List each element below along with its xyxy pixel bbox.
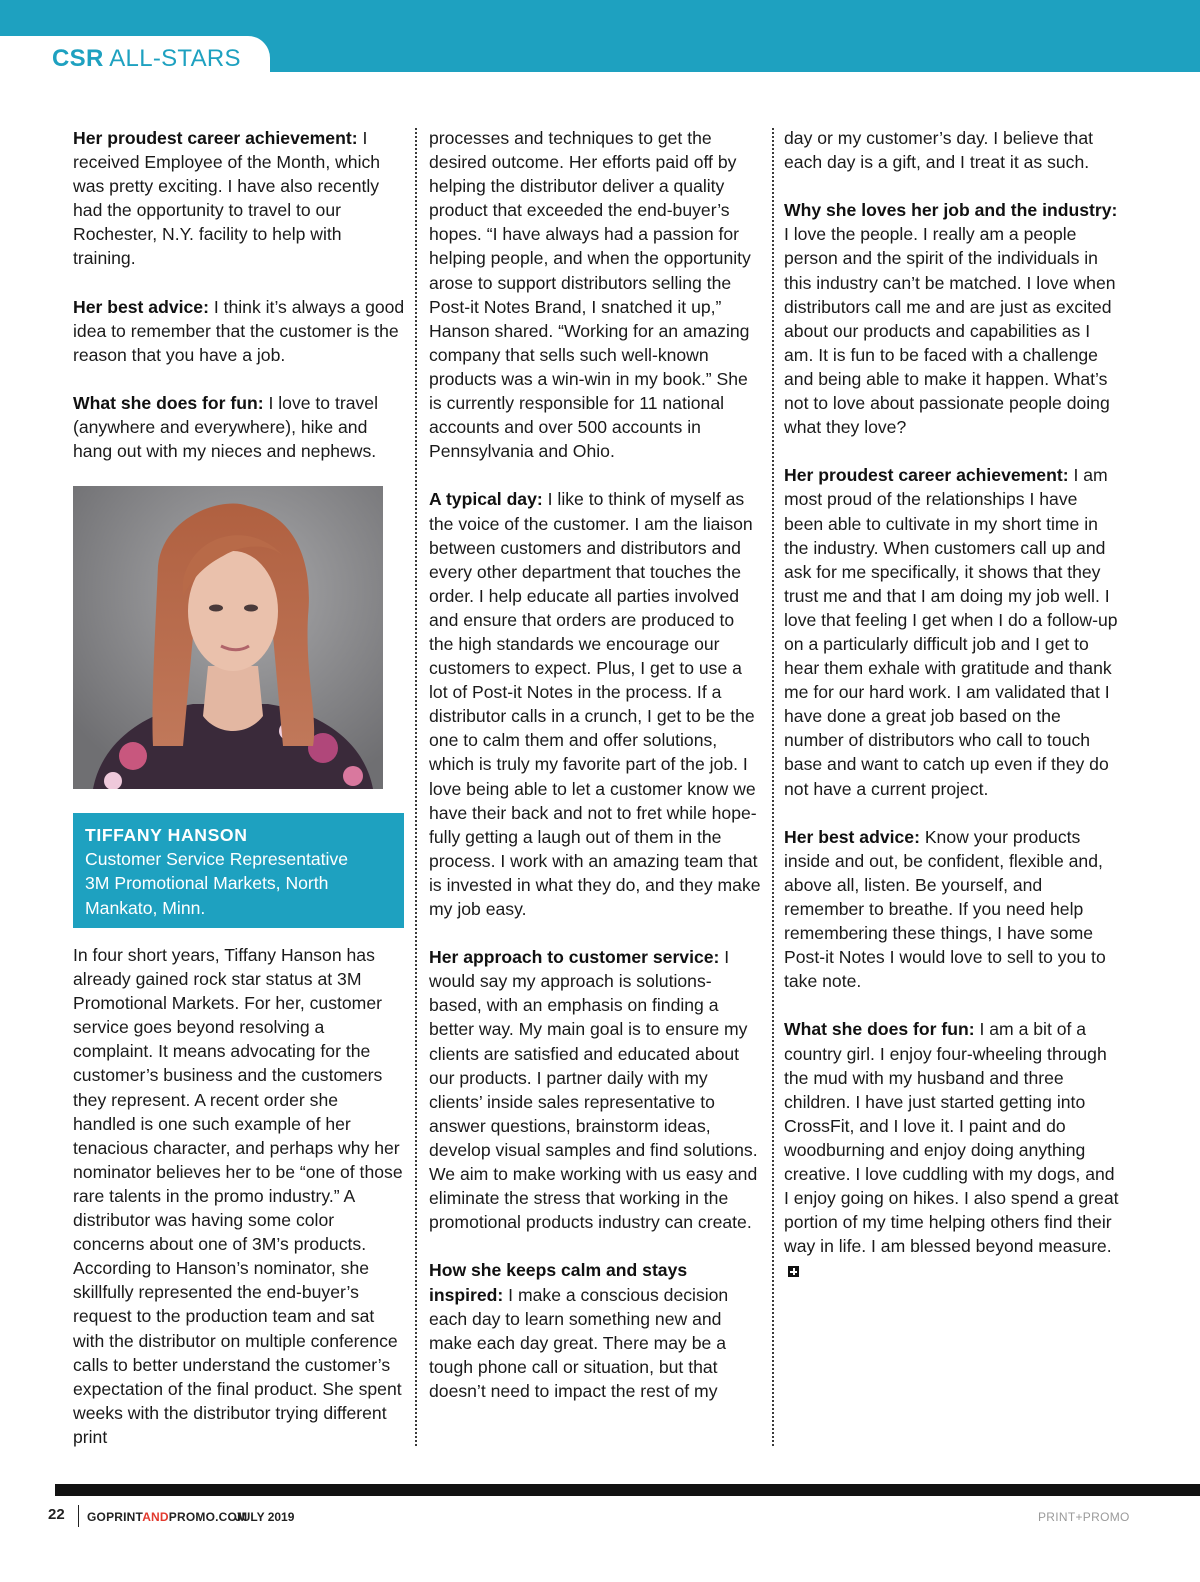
section-title-light: ALL-STARS — [109, 45, 241, 72]
column-1-bottom — [73, 943, 405, 1449]
paragraph: Her proudest career achievement: I received Employee of the Month, which was pretty exciting. I have also recently had the opportunity to travel to our Rochester, N.Y. facility to help with training. — [73, 128, 381, 269]
footer-separator — [78, 1505, 79, 1527]
paragraph: Her approach to customer service: I would say my approach is solutions-based, with an emphasis on finding a better way. My main goal is to ensure my clients are satisfied and educated about our products. I partner daily with my clients’ inside sales representative to answer questions, brainstorm ideas, develop visual samples and find solutions. We aim to make working with us easy and eliminate the stress that working in the promotional products industry can create. — [429, 947, 758, 1233]
caption-job-title: Customer Service Representative — [85, 849, 349, 870]
paragraph: What she does for fun: I love to travel (anywhere and everywhere), hike and hang out with my nieces and nephews. — [73, 393, 379, 462]
paragraph: What she does for fun: I am a bit of a country girl. I enjoy four-wheeling through the mud with my husband and three children. I have just started getting into CrossFit, and I love it. I paint and do woodburning and enjoy doing anything creative. I love cuddling with my dogs, and I enjoy going on hikes. I also spend a great portion of my time helping others find their way in life. I am blessed beyond measure. — [784, 1017, 1120, 1282]
paragraph: How she keeps calm and stays inspired: I make a conscious decision each day to learn something new and make each day great. There may be a tough phone call or situation, but that doesn’t need to impact the rest of my — [429, 1260, 729, 1401]
section-title-bold: CSR — [52, 45, 104, 72]
profile-caption — [73, 813, 404, 928]
footer-rule — [55, 1484, 1200, 1496]
paragraph: day or my customer’s day. I believe that each day is a gift, and I treat it as such. — [784, 128, 1094, 173]
page-number: 22 — [48, 1506, 65, 1523]
portrait-photo — [73, 486, 383, 789]
portrait-illustration — [73, 486, 383, 789]
paragraph: Her best advice: I think it’s always a good idea to remember that the customer is the reason that you have a job. — [73, 296, 405, 365]
caption-company: 3M Promotional Markets, North Mankato, Minn. — [85, 873, 329, 918]
paragraph: A typical day: I like to think of myself as the voice of the customer. I am the liaison between customers and distributors and every other department that touches the order. I help educate all parties involved and ensure that orders are produced to the high standards we encourage our customers to expect. Plus, I get to use a lot of Post-it Notes in the process. If a distributor calls in a crunch, I get to be the one to calm them and offer solutions, which is truly my favorite part of the job. I love being able to let a customer know we have their back and not to fret while hopefully getting a laugh out of them in the process. I work with an amazing team that is invested in what they do, and they make my job easy. — [429, 489, 761, 919]
caption-name: TIFFANY HANSON — [85, 825, 248, 845]
footer-issue-date: JULY 2019 — [235, 1510, 295, 1524]
column-2 — [429, 126, 761, 1403]
section-title — [52, 44, 241, 74]
column-divider — [415, 128, 417, 1446]
footer-brand: PRINT+PROMO — [1038, 1510, 1130, 1524]
column-3 — [784, 126, 1120, 1283]
end-of-article-icon — [788, 1266, 799, 1277]
paragraph: In four short years, Tiffany Hanson has already gained rock star status at 3M Promotional Markets. For her, customer service goes beyond resolving a complaint. It means advocating for the customer’s business and the customers they represent. A recent order she handled is one such example of her tenacious character, and perhaps why her nominator believes her to be “one of those rare talents in the promo industry.” A distributor was having some color concerns about one of 3M’s products. According to Hanson’s nominator, she skillfully represented the end-buyer’s request to the production team and sat with the distributor on multiple conference calls to better understand the customer’s expectation of the final product. She spent weeks with the distributor trying different print — [73, 945, 403, 1447]
paragraph: Why she loves her job and the industry: I love the people. I really am a people person and the spirit of the individuals in this industry can’t be matched. I love when distributors call me and are just as excited about our products and capabilities as I am. It is fun to be faced with a challenge and being able to make it happen. What’s not to love about passionate people doing what they love? — [784, 200, 1118, 438]
column-1-top — [73, 126, 405, 463]
paragraph: Her proudest career achievement: I am most proud of the relationships I have been able to cultivate in my short time in the industry. When customers call up and ask for me specifically, it shows that they trust me and that I am doing my job well. I love that feeling I get when I do a follow-up on a particularly difficult job and I get to hear them exhale with gratitude and thank me for our hard work. I am validated that I have done a great job based on the number of distributors who call to touch base and want to catch up even if they do not have a current project. — [784, 465, 1118, 799]
paragraph: Her best advice: Know your products inside and out, be confident, flexible and, above all, listen. Be yourself, and remember to breathe. If you need help remembering these things, I have some Post-it Notes I would love to sell to you to take note. — [784, 826, 1106, 992]
footer-website: GOPRINTANDPROMO.COM — [87, 1510, 248, 1524]
column-divider — [772, 128, 774, 1446]
paragraph: processes and techniques to get the desired outcome. Her efforts paid off by helping the distributor deliver a quality product that exceeded the end-buyer’s hopes. “I have always had a passion for helping people, and when the opportunity arose to support distributors selling the Post-it Notes Brand, I snatched it up,” Hanson shared. “Working for an amazing company that sells such well-known products was a win-win in my book.” She is currently responsible for 11 national accounts and over 500 accounts in Pennsylvania and Ohio. — [429, 128, 751, 462]
